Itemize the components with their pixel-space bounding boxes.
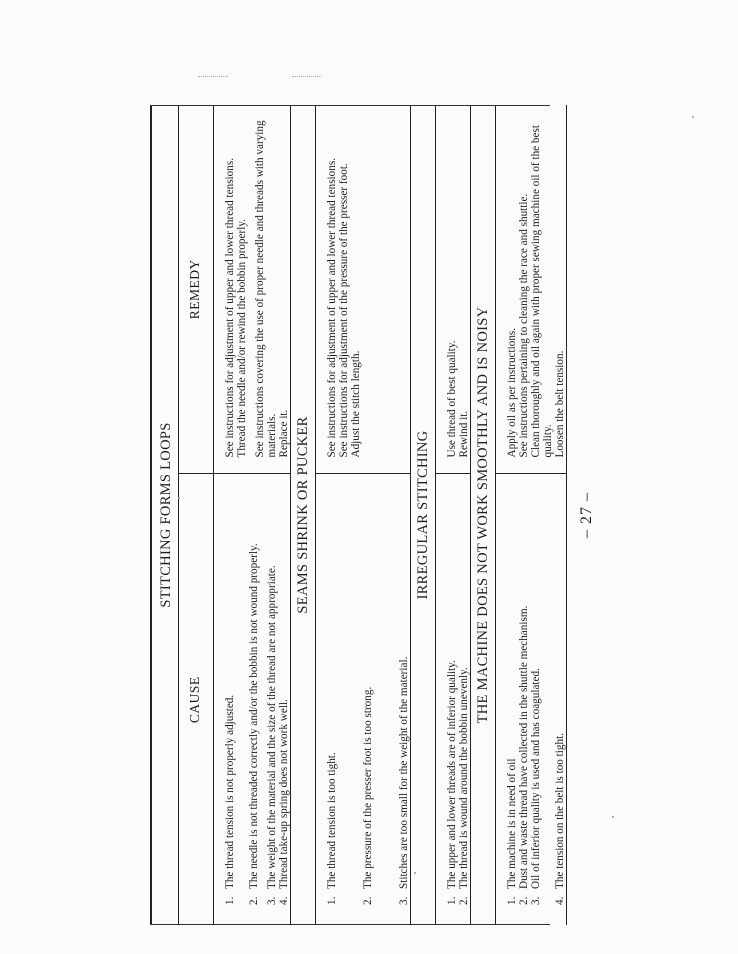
cause-cell	[316, 474, 411, 925]
scan-speck	[612, 816, 614, 818]
remedy-item: Clean thoroughly and oil again with proper sewing machine oil of the best quality.	[530, 125, 554, 458]
section-header	[411, 105, 436, 925]
remedy-item: Thread the needle and/or rewind the bobbin properly.	[236, 219, 248, 458]
section-body	[496, 105, 567, 925]
scan-speck	[178, 497, 180, 499]
remedy-cell	[316, 105, 411, 474]
cause-item: 2. The thread is wound around the bobbin unevenly.	[458, 667, 470, 905]
remedy-item: Apply oil as per instructions.	[506, 327, 518, 458]
remedy-item: Use thread of best quality.	[446, 340, 458, 458]
remedy-item: Replace it.	[278, 409, 290, 458]
remedy-item: Loosen the belt tension.	[554, 350, 566, 458]
section-body	[436, 105, 471, 925]
remedy-column-header: REMEDY	[179, 105, 214, 474]
section-title: IRREGULAR STITCHING	[411, 105, 436, 925]
cause-item: 1. The thread tension is not properly adjusted.	[224, 694, 236, 905]
cause-item: 1. The machine is in need of oil	[506, 758, 518, 905]
section-body	[316, 105, 411, 925]
section-header	[291, 105, 316, 925]
scan-speck	[414, 872, 416, 874]
remedy-cell	[436, 105, 471, 474]
remedy-cell	[214, 105, 291, 474]
column-header-row	[179, 105, 214, 925]
scan-dots	[292, 76, 322, 77]
remedy-item: See instructions for adjustment of upper and lower thread tensions.	[326, 157, 338, 458]
page-number: – 27 –	[578, 492, 595, 538]
rotated-page	[150, 105, 595, 925]
table-left-rule	[150, 924, 550, 925]
section-header	[154, 105, 179, 925]
remedy-item: See instructions for adjustment of the pressure of the presser foot.	[338, 163, 350, 458]
cause-item: 3. The weight of the material and the size of the thread are not appropriate.	[266, 565, 278, 905]
table-right-rule	[150, 105, 550, 106]
section-header	[471, 105, 496, 925]
troubleshooting-table	[150, 105, 567, 925]
cause-item: 2. Dust and waste thread have collected in the shuttle mechanism.	[518, 605, 530, 905]
cause-cell	[496, 474, 567, 925]
cause-item: 4. Thread take-up spring does not work well.	[278, 699, 290, 905]
cause-column-header: CAUSE	[179, 474, 214, 925]
section-title: THE MACHINE DOES NOT WORK SMOOTHLY AND IS NOISY	[471, 105, 496, 925]
cause-item: 1. The upper and lower threads are of inferior quality.	[446, 660, 458, 905]
remedy-item: See instructions covering the use of proper needle and threads with varying materials.	[254, 120, 278, 458]
cause-item: 2. The needle is not threaded correctly and/or the bobbin is not wound properly.	[248, 543, 260, 905]
cause-cell	[436, 474, 471, 925]
scan-dots	[198, 76, 228, 77]
cause-item: 3. Stitches are too small for the weight of the material.	[398, 656, 410, 905]
section-title: SEAMS SHRINK OR PUCKER	[291, 105, 316, 925]
remedy-item: Adjust the stitch length.	[350, 350, 362, 458]
cause-item: 2. The pressure of the presser foot is too strong.	[362, 686, 374, 905]
remedy-item: See instructions for adjustment of upper and lower thread tensions.	[224, 157, 236, 458]
scan-speck	[692, 116, 694, 118]
remedy-item: See instructions pertaining to cleaning the race and shuttle.	[518, 193, 530, 458]
remedy-item: Rewind it.	[458, 410, 470, 458]
cause-cell	[214, 474, 291, 925]
section-title: STITCHING FORMS LOOPS	[154, 105, 179, 925]
remedy-cell	[496, 105, 567, 474]
cause-item: 1. The thread tension is too tight.	[326, 752, 338, 905]
cause-item: 3. Oil of inferior quality is used and has coagulated.	[530, 668, 542, 905]
section-body	[214, 105, 291, 925]
cause-item: 4. The tension on the belt is too tight.	[554, 733, 566, 905]
